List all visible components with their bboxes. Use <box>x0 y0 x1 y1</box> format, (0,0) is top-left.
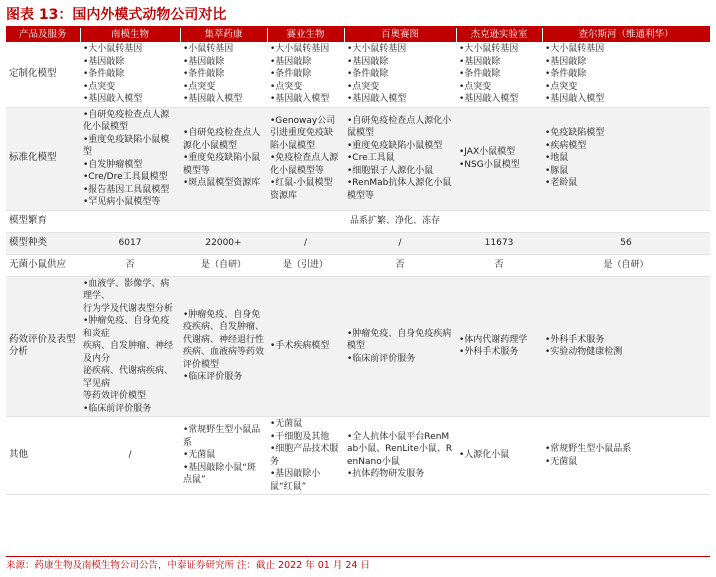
list-item: •条件敲除 <box>183 69 225 79</box>
list-item: •点突变 <box>270 81 303 92</box>
list-item: •Cre/Dre工具鼠模型 <box>83 172 168 182</box>
list-item: •条件敲除 <box>347 69 389 79</box>
list-item: •基因敲除 <box>270 56 312 67</box>
table-cell <box>344 42 456 107</box>
list-item: •自研免疫检查点人源化小鼠模型 <box>183 128 261 151</box>
table-row <box>6 210 710 232</box>
row-label: 其他 <box>6 417 80 495</box>
list-item: 行为学及代谢表型分析 <box>83 303 174 314</box>
list-item: •人源化小鼠 <box>459 450 510 461</box>
table-header-row <box>6 28 710 42</box>
table-cell <box>344 107 456 210</box>
table-cell <box>267 417 344 495</box>
table-cell: 11673 <box>456 232 542 254</box>
list-item: •大小鼠转基因 <box>347 44 407 54</box>
table-cell <box>267 42 344 107</box>
list-item: •干细胞及其他 <box>270 431 330 442</box>
list-item: •地鼠 <box>545 153 569 164</box>
row-label: 模型种类 <box>6 232 80 254</box>
list-item: •基因敲除小鼠“斑点鼠” <box>183 462 256 486</box>
list-item: •点突变 <box>83 81 116 92</box>
row-label: 模型繁育 <box>6 210 80 232</box>
header-cell: 南模生物 <box>80 28 180 42</box>
list-item: •豚鼠 <box>545 165 569 176</box>
table-cell: / <box>267 232 344 254</box>
list-item: •全人抗体小鼠平台RenMab小鼠、RenLite小鼠、RenNano小鼠 <box>347 431 453 467</box>
list-item: •外科手术服务 <box>459 347 519 358</box>
list-item: •NSG小鼠模型 <box>459 159 520 170</box>
row-label: 定制化模型 <box>6 42 80 107</box>
list-item: •常规野生型小鼠品系 <box>545 444 632 454</box>
row-label: 标准化模型 <box>6 107 80 210</box>
table-cell <box>80 276 180 417</box>
table-cell <box>542 107 710 210</box>
list-item: •手术疾病模型 <box>270 341 330 351</box>
list-item: •基因敲入模型 <box>459 94 519 104</box>
table-cell <box>180 107 267 210</box>
list-item: •抗体药物研发服务 <box>347 469 425 479</box>
header-cell: 集萃药康 <box>180 28 267 42</box>
list-item: •无菌鼠 <box>545 456 578 467</box>
list-item: / <box>128 450 132 461</box>
list-item: •基因敲入模型 <box>347 94 407 104</box>
list-item: •基因敲入模型 <box>545 94 605 104</box>
list-item: •大小鼠转基因 <box>459 44 519 54</box>
list-item: •重度免疫缺陷小鼠模型等 <box>183 153 261 176</box>
list-item: •罕见病小鼠模型等 <box>83 197 161 207</box>
list-item: •大小鼠转基因 <box>83 44 143 54</box>
list-item: •血液学、影像学、病理学、 <box>83 278 170 301</box>
table-cell <box>542 276 710 417</box>
table-row <box>6 107 710 210</box>
table-cell: 6017 <box>80 232 180 254</box>
list-item: •基因敲入模型 <box>270 94 330 104</box>
list-item: •Cre工具鼠 <box>347 153 395 164</box>
list-item: •免疫检查点人源化小鼠模型等 <box>270 153 339 176</box>
table-row <box>6 42 710 107</box>
table-cell: 是（自研） <box>542 254 710 276</box>
list-item: •肿瘤免疫、自身免疫疾病、自发肿瘤、代谢病、神经退行性疾病、血液病等药效评价模型 <box>183 309 265 370</box>
header-cell: 产品及服务 <box>6 28 80 42</box>
list-item: •点突变 <box>347 81 380 92</box>
table-cell <box>80 417 180 495</box>
list-item: •肿瘤免疫、自身免疫疾病模型 <box>347 328 452 351</box>
table-cell: 是（引进） <box>267 254 344 276</box>
table-row <box>6 232 710 254</box>
list-item: •基因敲除 <box>459 56 501 67</box>
list-item: •实验动物健康检测 <box>545 347 623 358</box>
list-item: •自发肿瘤模型 <box>83 159 143 170</box>
list-item: •外科手术服务 <box>545 334 605 345</box>
row-label: 无菌小鼠供应 <box>6 254 80 276</box>
list-item: •临床评价服务 <box>183 372 243 383</box>
list-item: •JAX小鼠模型 <box>459 147 516 157</box>
list-item: 等药效评价模型 <box>83 391 147 401</box>
list-item: 泌疾病、代谢病疾病、罕见病 <box>83 366 174 389</box>
list-item: •细胞产品技术服务 <box>270 444 339 467</box>
list-item: •临床前评价服务 <box>347 353 416 364</box>
list-item: •红鼠-小鼠模型资源库 <box>270 178 333 201</box>
table-cell: 品系扩繁、净化、冻存 <box>80 210 710 232</box>
list-item: •免疫缺陷模型 <box>545 128 605 139</box>
comparison-table <box>6 28 711 495</box>
list-item: •基因敲除 <box>545 56 587 67</box>
table-row <box>6 276 710 417</box>
list-item: •重度免疫缺陷小鼠模型 <box>83 134 170 157</box>
table-cell <box>456 42 542 107</box>
list-item: •无菌鼠 <box>183 450 216 461</box>
list-item: •疾病模型 <box>545 140 587 151</box>
list-item: •大小鼠转基因 <box>545 44 605 54</box>
header-cell: 查尔斯河（维通利华） <box>542 28 710 42</box>
list-item: •条件敲除 <box>545 69 587 79</box>
list-item: •基因敲除 <box>347 56 389 67</box>
table-cell <box>267 107 344 210</box>
list-item: •细胞银子人源化小鼠 <box>347 165 434 176</box>
table-cell <box>180 276 267 417</box>
table-cell <box>542 417 710 495</box>
table-cell <box>542 42 710 107</box>
table-cell: / <box>344 232 456 254</box>
source-note: 来源：药康生物及南模生物公司公告，中泰证券研究所 注：截止 2022 年 01 月 24 日 <box>6 556 710 574</box>
list-item: •基因敲除小鼠“红鼠” <box>270 469 321 492</box>
list-item: •临床前评价服务 <box>83 403 152 414</box>
header-cell: 百奥赛图 <box>344 28 456 42</box>
table-cell <box>456 417 542 495</box>
table-cell <box>180 417 267 495</box>
list-item: •点突变 <box>459 81 492 92</box>
list-item: •自研免疫检查点人源化小鼠模型 <box>347 115 452 139</box>
table-cell <box>344 417 456 495</box>
table-cell <box>456 276 542 417</box>
list-item: •体内代谢药理学 <box>459 334 528 345</box>
table-cell <box>344 276 456 417</box>
table-cell <box>267 276 344 417</box>
list-item: •条件敲除 <box>270 69 312 79</box>
table-cell: 22000+ <box>180 232 267 254</box>
list-item: •基因敲入模型 <box>183 94 243 104</box>
list-item: •肿瘤免疫、自身免疫和炎症 <box>83 316 170 339</box>
table-cell <box>456 107 542 210</box>
table-row <box>6 254 710 276</box>
list-item: •无菌鼠 <box>270 419 303 429</box>
list-item: •Genoway公司引进重度免疫缺陷小鼠模型 <box>270 115 336 151</box>
list-item: •基因敲入模型 <box>83 94 143 104</box>
list-item: •条件敲除 <box>83 69 125 79</box>
list-item: •基因敲除 <box>83 56 125 67</box>
row-label: 药效评价及表型分析 <box>6 276 80 417</box>
table-row <box>6 417 710 495</box>
list-item: •重度免疫缺陷小鼠模型 <box>347 140 443 151</box>
table-cell: 否 <box>80 254 180 276</box>
table-cell: 56 <box>542 232 710 254</box>
list-item: •自研免疫检查点人源化小鼠模型 <box>83 109 170 132</box>
list-item: •大小鼠转基因 <box>270 44 330 54</box>
header-cell: 杰克逊实验室 <box>456 28 542 42</box>
list-item: •点突变 <box>183 81 216 92</box>
header-cell: 赛业生物 <box>267 28 344 42</box>
list-item: •老龄鼠 <box>545 178 578 189</box>
list-item: •常规野生型小鼠品系 <box>183 425 261 448</box>
list-item: •点突变 <box>545 81 578 92</box>
list-item: •报告基因工具鼠模型 <box>83 184 170 195</box>
list-item: •条件敲除 <box>459 69 501 79</box>
list-item: •基因敲除 <box>183 56 225 67</box>
table-cell: 是（自研） <box>180 254 267 276</box>
table-cell: 否 <box>344 254 456 276</box>
table-cell <box>80 42 180 107</box>
table-cell <box>180 42 267 107</box>
list-item: •斑点鼠模型资源库 <box>183 178 261 189</box>
list-item: 疾病、自发肿瘤、神经及内分 <box>83 341 174 364</box>
list-item: •RenMab抗体人源化小鼠模型等 <box>347 178 452 201</box>
list-item: •小鼠转基因 <box>183 44 234 54</box>
table-cell <box>80 107 180 210</box>
figure-title: 图表 13：国内外模式动物公司对比 <box>6 2 710 28</box>
table-cell: 否 <box>456 254 542 276</box>
